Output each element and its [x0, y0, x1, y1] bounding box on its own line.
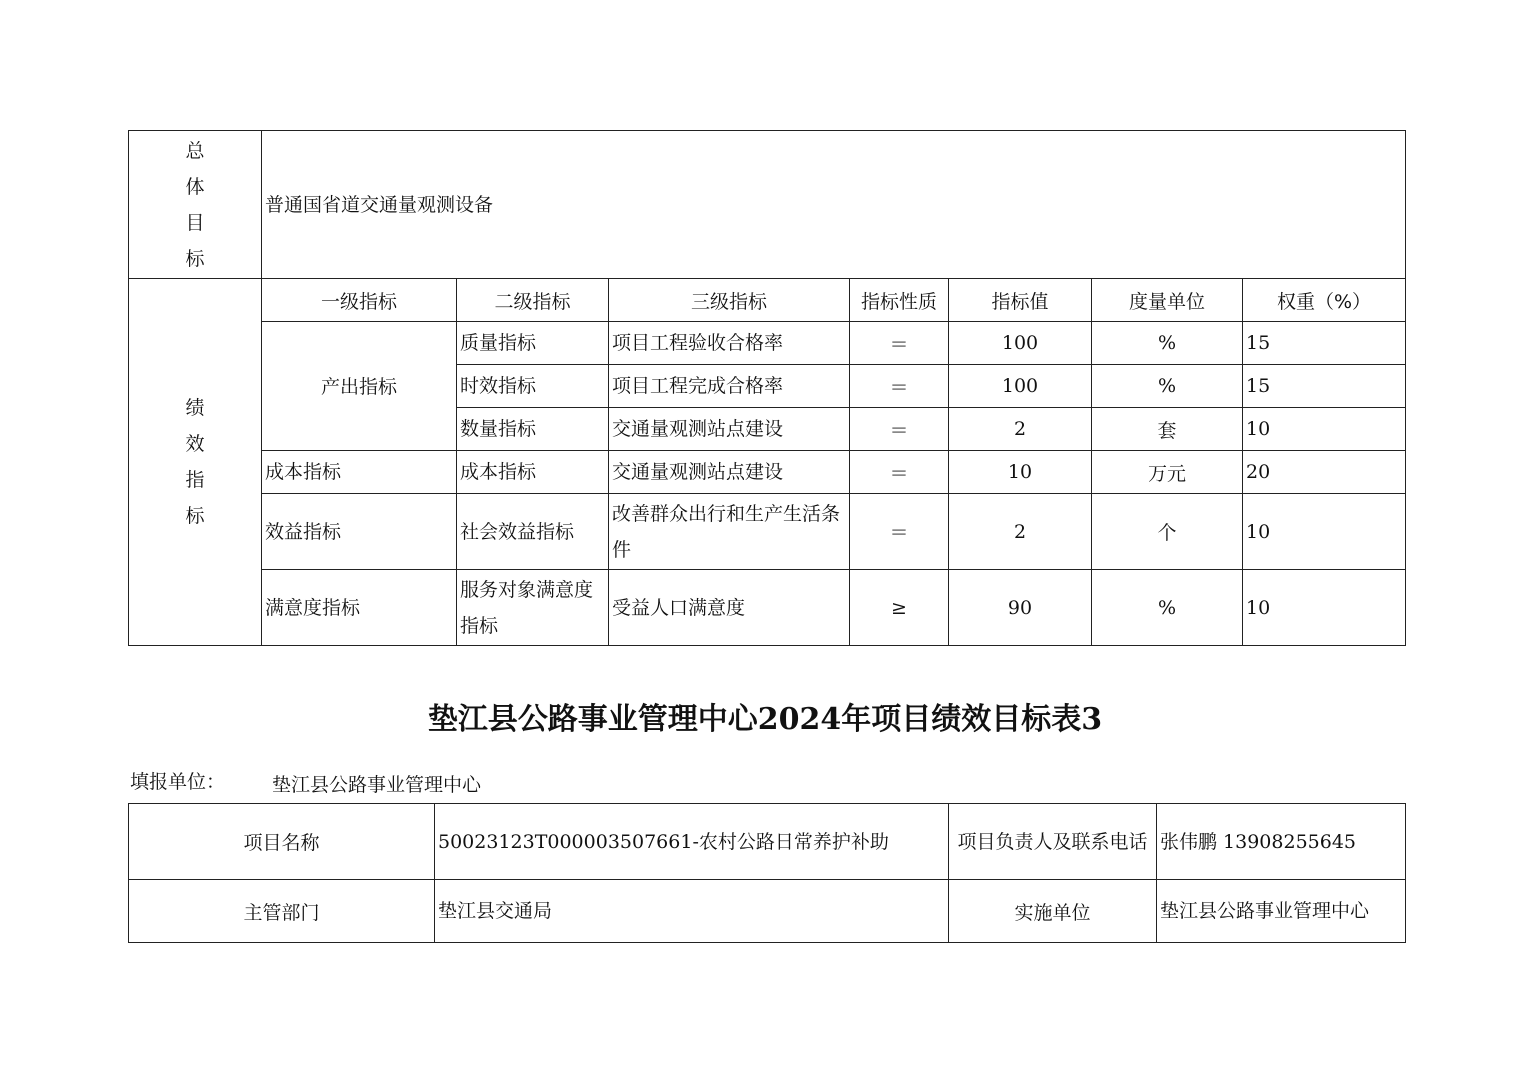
- output-level1: 产出指标: [262, 322, 457, 451]
- cell-level3: 项目工程完成合格率: [609, 365, 850, 408]
- header-weight: 权重（%）: [1243, 279, 1406, 322]
- cell-unit: %: [1092, 322, 1243, 365]
- cell-level3: 交通量观测站点建设: [609, 451, 850, 494]
- cell-level2: 时效指标: [457, 365, 609, 408]
- dept-value: 垫江县交通局: [435, 880, 949, 943]
- cell-nature: ＝: [850, 365, 949, 408]
- cell-weight: 15: [1243, 365, 1406, 408]
- cell-unit: %: [1092, 365, 1243, 408]
- dept-label: 主管部门: [129, 880, 435, 943]
- page-title: 垫江县公路事业管理中心2024年项目绩效目标表3: [427, 702, 1103, 737]
- project-info-table: [128, 803, 1406, 943]
- cell-weight: 15: [1243, 322, 1406, 365]
- contact-label: 项目负责人及联系电话: [949, 804, 1157, 880]
- cell-level1: 满意度指标: [262, 570, 457, 646]
- cell-weight: 10: [1243, 494, 1406, 570]
- table-row: [129, 322, 1406, 365]
- impl-value: 垫江县公路事业管理中心: [1157, 880, 1406, 943]
- performance-table: [128, 130, 1406, 646]
- header-value: 指标值: [949, 279, 1092, 322]
- cell-unit: %: [1092, 570, 1243, 646]
- cell-nature: ＝: [850, 494, 949, 570]
- table-row: [129, 451, 1406, 494]
- cell-value: 100: [949, 365, 1092, 408]
- table-row: [129, 570, 1406, 646]
- overall-goal-label: 总 体 目 标: [129, 131, 262, 279]
- cell-value: 2: [949, 408, 1092, 451]
- fill-unit-value: 垫江县公路事业管理中心: [272, 774, 482, 796]
- contact-value: 张伟鹏 13908255645: [1157, 804, 1406, 880]
- cell-level1: 效益指标: [262, 494, 457, 570]
- cell-level2: 数量指标: [457, 408, 609, 451]
- header-level2: 二级指标: [457, 279, 609, 322]
- cell-level2: 成本指标: [457, 451, 609, 494]
- cell-weight: 20: [1243, 451, 1406, 494]
- fill-unit-label: 填报单位：: [130, 771, 226, 793]
- cell-value: 100: [949, 322, 1092, 365]
- cell-value: 90: [949, 570, 1092, 646]
- cell-level3: 项目工程验收合格率: [609, 322, 850, 365]
- header-level1: 一级指标: [262, 279, 457, 322]
- cell-value: 2: [949, 494, 1092, 570]
- cell-level2: 服务对象满意度指标: [457, 570, 609, 646]
- cell-level3: 交通量观测站点建设: [609, 408, 850, 451]
- cell-level3: 受益人口满意度: [609, 570, 850, 646]
- project-name-value: 50023123T000003507661-农村公路日常养护补助: [435, 804, 949, 880]
- perf-label: 绩 效 指 标: [129, 279, 262, 646]
- cell-weight: 10: [1243, 570, 1406, 646]
- header-unit: 度量单位: [1092, 279, 1243, 322]
- table-row: [129, 494, 1406, 570]
- cell-level2: 质量指标: [457, 322, 609, 365]
- header-level3: 三级指标: [609, 279, 850, 322]
- project-name-label: 项目名称: [129, 804, 435, 880]
- cell-nature: ＝: [850, 451, 949, 494]
- cell-nature: ≥: [850, 570, 949, 646]
- overall-goal-text: 普通国省道交通量观测设备: [262, 131, 1406, 279]
- cell-level2: 社会效益指标: [457, 494, 609, 570]
- cell-nature: ＝: [850, 322, 949, 365]
- cell-nature: ＝: [850, 408, 949, 451]
- cell-level1: 成本指标: [262, 451, 457, 494]
- header-nature: 指标性质: [850, 279, 949, 322]
- cell-unit: 套: [1092, 408, 1243, 451]
- impl-label: 实施单位: [949, 880, 1157, 943]
- cell-unit: 个: [1092, 494, 1243, 570]
- cell-value: 10: [949, 451, 1092, 494]
- cell-level3: 改善群众出行和生产生活条件: [609, 494, 850, 570]
- cell-weight: 10: [1243, 408, 1406, 451]
- cell-unit: 万元: [1092, 451, 1243, 494]
